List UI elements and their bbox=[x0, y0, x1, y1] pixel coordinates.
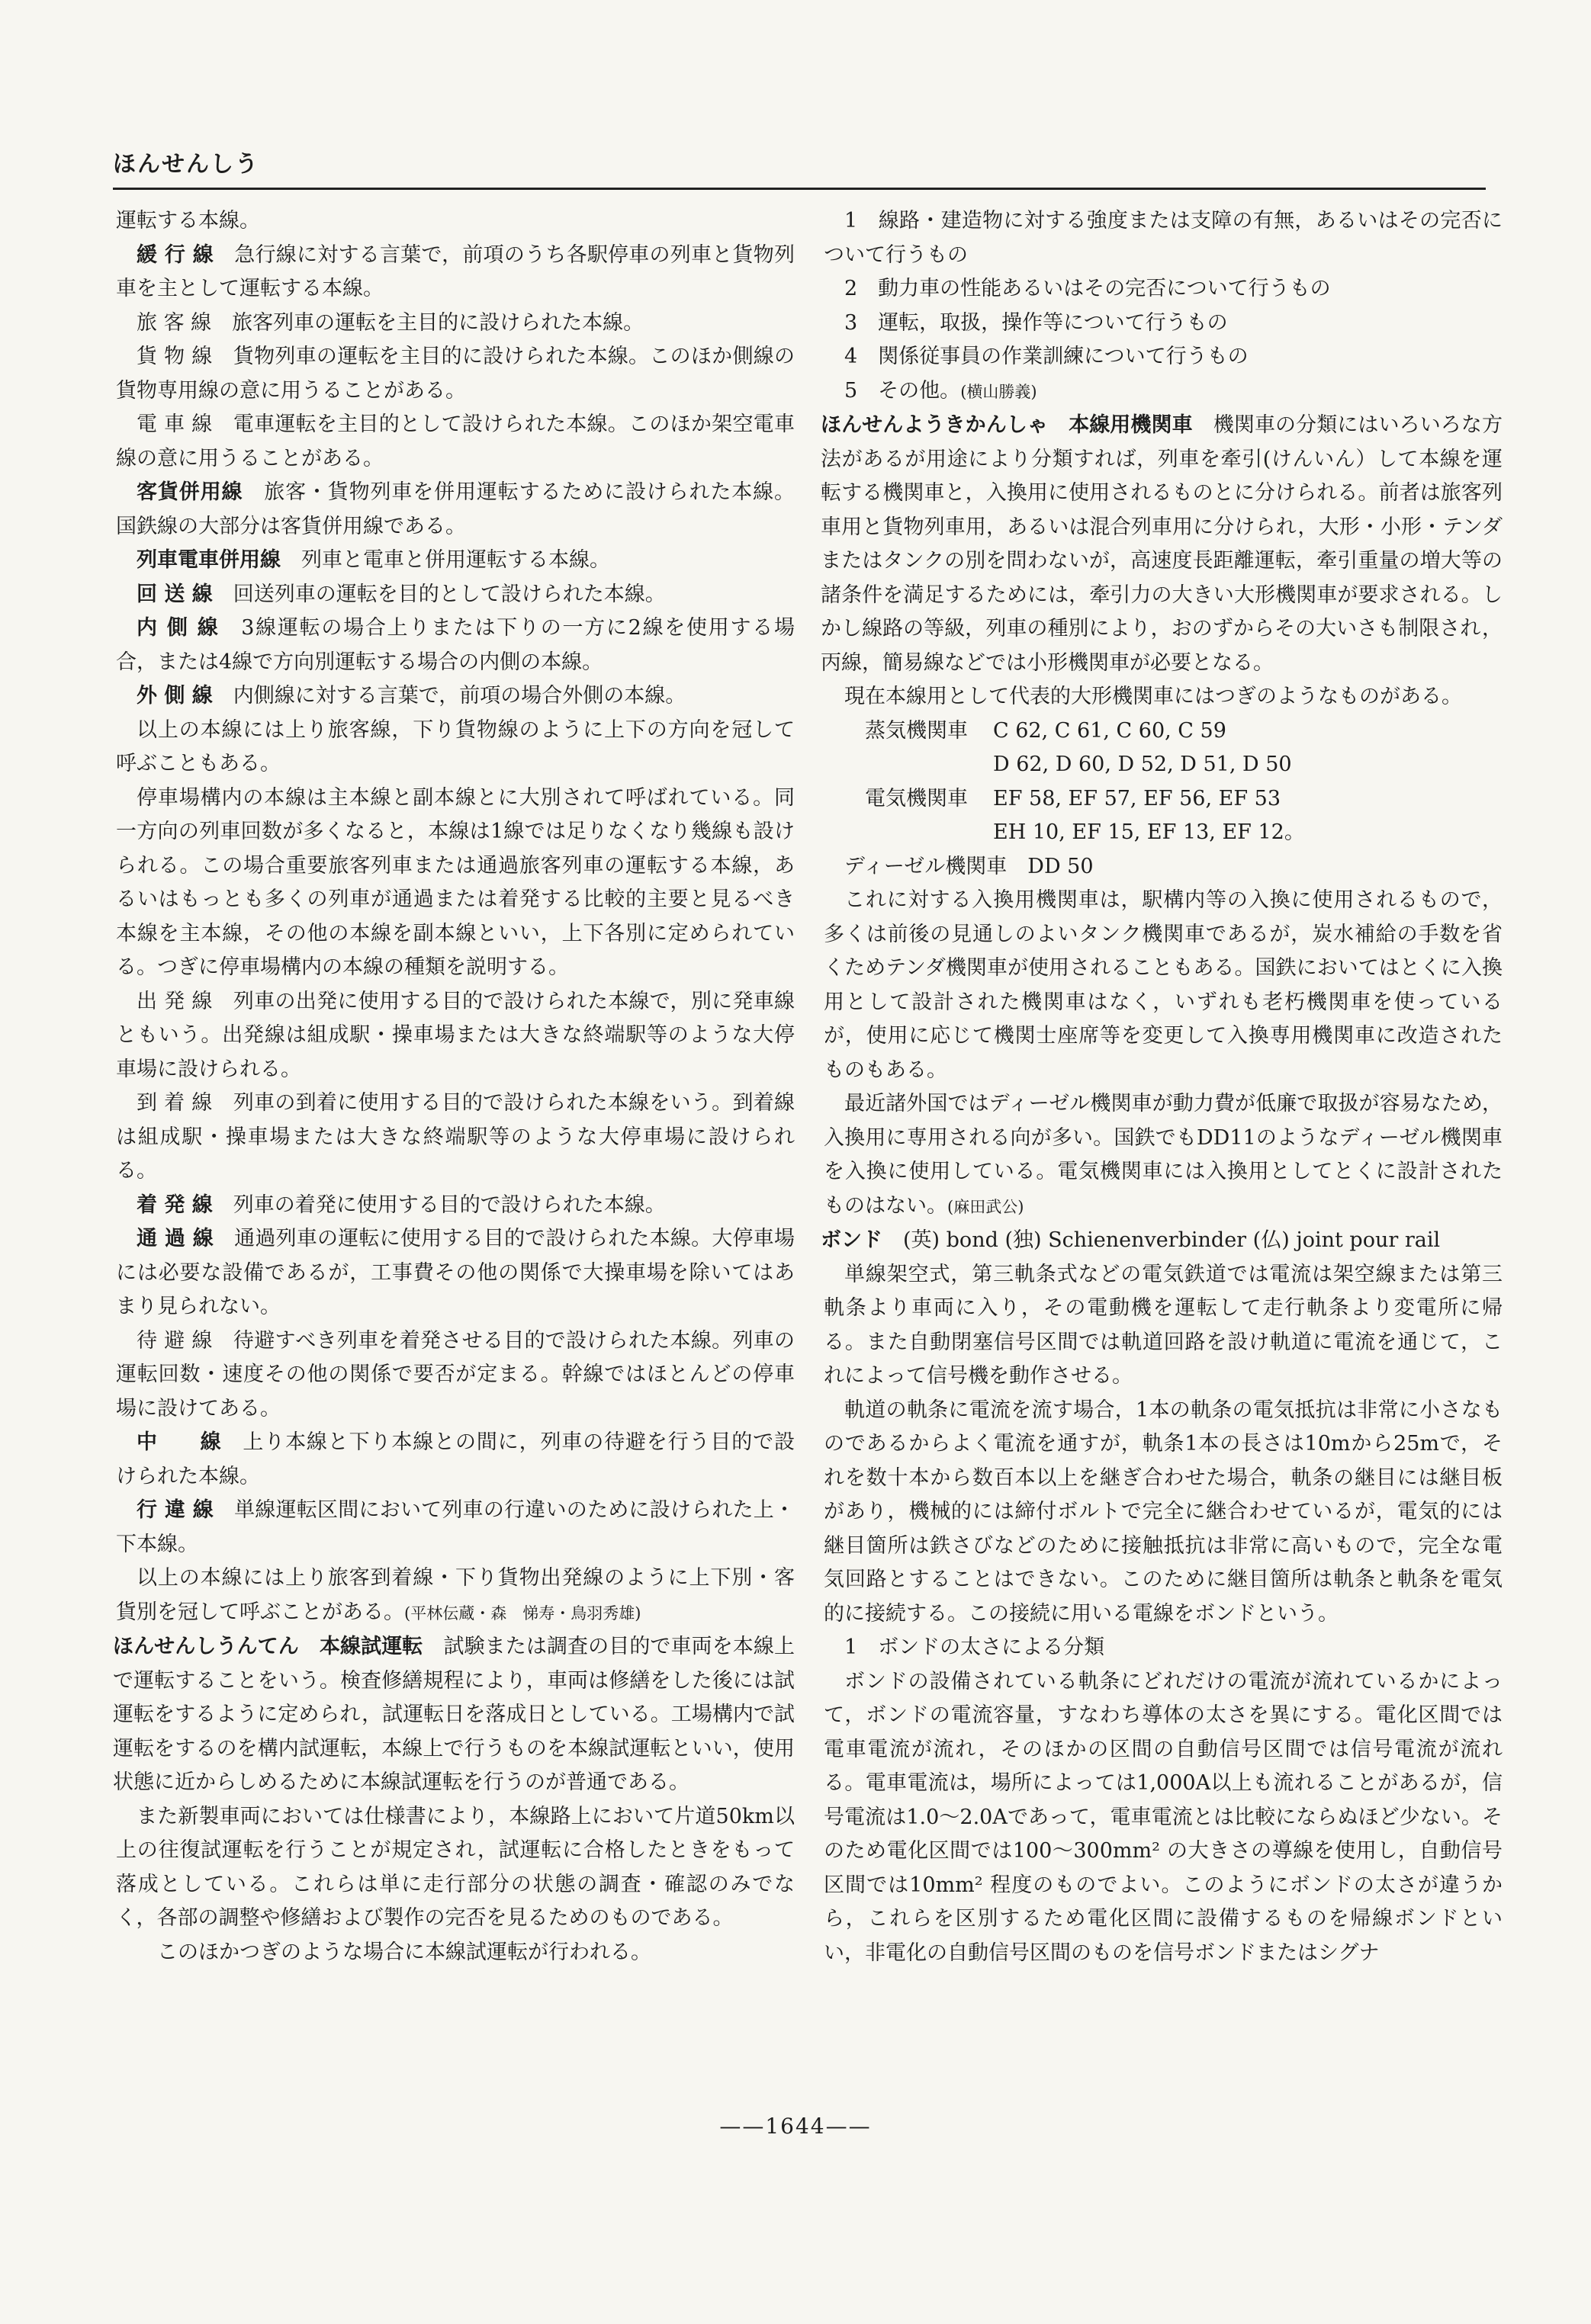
paragraph-text: ディーゼル機関車 DD 50 bbox=[844, 854, 1094, 878]
paragraph-text: 1 線路・建造物に対する強度または支障の有無，あるいはその完否について行うもの bbox=[824, 209, 1503, 267]
paragraph-text: 通過列車の運転に使用する目的で設けられた本線。大停車場には必要な設備であるが，工事費その他の関係で大操車場を除いてはあまり見られない。 bbox=[116, 1227, 796, 1318]
author-credit: (麻田武公) bbox=[947, 1197, 1024, 1216]
paragraph bbox=[116, 1189, 795, 1223]
paragraph bbox=[116, 1222, 795, 1324]
paragraph bbox=[116, 1087, 795, 1189]
paragraph-text: 急行線に対する言葉で，前項のうち各駅停車の列車と貨物列車を主として運転する本線。 bbox=[116, 242, 795, 300]
paragraph bbox=[116, 1562, 795, 1630]
paragraph bbox=[824, 1258, 1503, 1394]
paragraph-text: また新製車両においては仕様書により，本線路上において片道50km以上の往復試運転を行うことが規定され，試運転に合格したときをもって落成としている。これらは単に走行部分の状態の調査・確認のみでなく，各部の調整や修繕および製作の完否を見るためのものである。 bbox=[116, 1804, 795, 1930]
term-label: 列車電車併用線 bbox=[137, 548, 281, 572]
paragraph bbox=[824, 1665, 1503, 1971]
paragraph-text: 1 ボンドの太さによる分類 bbox=[844, 1635, 1105, 1659]
paragraph bbox=[116, 204, 795, 239]
paragraph-text: 旅客・貨物列車を併用運転するために設けられた本線。国鉄線の大部分は客貨併用線である。 bbox=[116, 480, 796, 538]
paragraph bbox=[824, 884, 1503, 1087]
paragraph bbox=[116, 714, 795, 782]
paragraph bbox=[116, 239, 795, 307]
paragraph-text: 機関車の分類にはいろいろな方法があるが用途により分類すれば，列車を牽引(けんいん）して本線を運転する機関車と，入換用に使用されるものとに分けられる。前者は旅客列車用と貨物列車用，あるいは混合列車用に分けられ，大形・小形・テンダまたはタンクの別を問わないが，高速度長距離運転，牽引重量の増大等の諸条件を満足するためには，牽引力の大きい大形機関車が要求される。しかし線路の等級，列車の種別により，おのずからその大いさも制限され，丙線，簡易線などでは小形機関車が必要となる。 bbox=[821, 413, 1503, 675]
entry-headword: ほんせんしうんてん 本線試運転 bbox=[113, 1635, 423, 1658]
paragraph-text: 内側線に対する言葉で，前項の場合外側の本線。 bbox=[212, 684, 686, 708]
term-label: 通 過 線 bbox=[137, 1227, 214, 1250]
paragraph-text: 試験または調査の目的で車両を本線上で運転することをいう。検査修繕規程により，車両は修繕をした後には試運転をするように定められ，試運転日を落成日としている。工場構内で試運転をするのを構内試運転，本線上で行うものを本線試運転といい，使用状態に近からしめるために本線試運転を行うのが普通である。 bbox=[113, 1635, 795, 1794]
paragraph-text: 軌道の軌条に電流を流す場合，1本の軌条の電気抵抗は非常に小さなものであるからよく電流を通すが，軌条1本の長さは10mから25mで，それを数十本から数百本以上を継ぎ合わせた場合，軌条の継目には継目板があり，機械的には締付ボルトで完全に継合わせているが，電気的には継目箇所は鉄さびなどのために接触抵抗は非常に高いもので，完全な電気回路とすることはできない。このために継目箇所は軌条と軌条を電気的に接続する。この接続に用いる電線をボンドという。 bbox=[824, 1398, 1503, 1626]
paragraph-text: 到 着 線 列車の到着に使用する目的で設けられた本線をいう。到着線は組成駅・操車場または大きな終端駅等のような大停車場に設けられる。 bbox=[116, 1091, 795, 1183]
paragraph-text: 現在本線用として代表的大形機関車にはつぎのようなものがある。 bbox=[844, 685, 1462, 708]
running-head: ほんせんしう bbox=[113, 151, 259, 178]
locomotive-type: 電気機関車 bbox=[865, 786, 968, 811]
paragraph-text: 待 避 線 待避すべき列車を着発させる目的で設けられた本線。列車の運転回数・速度その他の関係で要否が定まる。幹線ではほとんどの停車場に設けてある。 bbox=[116, 1328, 795, 1420]
term-label: 緩 行 線 bbox=[137, 242, 214, 267]
paragraph bbox=[116, 1936, 795, 1970]
term-label: 着 発 線 bbox=[137, 1192, 213, 1217]
term-label: 客貨併用線 bbox=[137, 480, 243, 504]
locomotive-models: C 62, C 61, C 60, C 59 bbox=[993, 718, 1226, 743]
paragraph bbox=[116, 476, 795, 544]
term-label: 回 送 線 bbox=[137, 582, 213, 606]
paragraph bbox=[116, 544, 795, 578]
paragraph-text: ボンドの設備されている軌条にどれだけの電流が流れているかによって，ボンドの電流容量，すなわち導体の太さを異にする。電化区間では電車電流が流れ，そのほかの区間の自動信号区間では信号電流が流れる。電車電流は，場所によっては1,000A以上も流れることがあるが，信号電流は1.0〜2.0Aであって，電車電流とは比較にならぬほど少ない。そのため電化区間では100〜300mm² の大きさの導線を使用し，自動信号区間では10mm² 程度のものでよい。このようにボンドの太さが違うから，これらを区別するため電化区間に設備するものを帰線ボンドといい，非電化の自動信号区間のものを信号ボンドまたはシグナ bbox=[824, 1669, 1503, 1965]
paragraph bbox=[116, 611, 795, 679]
paragraph bbox=[116, 1494, 795, 1562]
entry-paragraph bbox=[113, 1630, 795, 1800]
paragraph bbox=[116, 1426, 795, 1494]
entry-paragraph bbox=[821, 1224, 1503, 1258]
header-rule bbox=[113, 188, 1486, 190]
paragraph bbox=[116, 578, 795, 612]
paragraph bbox=[824, 1631, 1503, 1665]
paragraph-text: 2 動力車の性能あるいはその完否について行うもの bbox=[844, 277, 1331, 300]
paragraph-text: このほかつぎのような場合に本線試運転が行われる。 bbox=[137, 1940, 651, 1964]
paragraph bbox=[116, 985, 795, 1087]
paragraph-text: 停車場構内の本線は主本線と副本線とに大別されて呼ばれている。同一方向の列車回数が多くなると，本線は1線では足りなくなり幾線も設けられる。この場合重要旅客列車または通過旅客列車の運転する本線，あるいはもっとも多くの列車が通過または着発する比較的主要と見るべき本線を主本線，その他の本線を副本線といい，上下各別に定められている。つぎに停車場構内の本線の種類を説明する。 bbox=[116, 785, 795, 979]
paragraph-text: 3線運転の場合上りまたは下りの一方に2線を使用する場合，または4線で方向別運転する場合の内側の本線。 bbox=[116, 616, 795, 674]
paragraph-text: 出 発 線 列車の出発に使用する目的で設けられた本線で，別に発車線ともいう。出発線は組成駅・操車場または大きな終端駅等のような大停車場に設けられる。 bbox=[116, 989, 795, 1081]
paragraph bbox=[824, 1394, 1503, 1632]
paragraph-text: 貨 物 線 貨物列車の運転を主目的に設けられた本線。このほか側線の貨物専用線の意に用うることがある。 bbox=[116, 345, 795, 403]
term-label: 行 違 線 bbox=[137, 1498, 214, 1522]
locomotive-models: EF 58, EF 57, EF 56, EF 53 bbox=[993, 786, 1281, 811]
paragraph bbox=[824, 340, 1503, 374]
paragraph bbox=[116, 782, 795, 985]
term-label: 外 側 線 bbox=[137, 684, 213, 708]
paragraph-text: 以上の本線には上り旅客到着線・下り貨物出発線のように上下別・客貨別を冠して呼ぶことがある。 bbox=[116, 1566, 795, 1624]
term-label: 内 側 線 bbox=[137, 616, 220, 640]
paragraph-text: 4 関係従事員の作業訓練について行うもの bbox=[844, 345, 1249, 368]
page-number-value: 1644 bbox=[765, 2114, 826, 2139]
paragraph bbox=[116, 307, 795, 341]
paragraph-text: 最近諸外国ではディーゼル機関車が動力費が低廉で取扱が容易なため，入換用に専用される向が多い。国鉄でもDD11のようなディーゼル機関車を入換に使用している。電気機関車には入換用としてとくに設計されたものはない。 bbox=[824, 1092, 1503, 1218]
paragraph-text: 単線架空式，第三軌条式などの電気鉄道では電流は架空線または第三軌条より車両に入り，その電動機を運転して走行軌条より変電所に帰る。また自動閉塞信号区間では軌道回路を設け軌道に電流を通じて，これによって信号機を動作させる。 bbox=[824, 1262, 1503, 1388]
paragraph bbox=[824, 272, 1503, 307]
paragraph-text: 回送列車の運転を目的として設けられた本線。 bbox=[212, 582, 666, 606]
entry-headword: ほんせんようきかんしゃ 本線用機関車 bbox=[821, 413, 1193, 437]
author-credit: (平林伝蔵・森 悌寿・鳥羽秀雄) bbox=[404, 1603, 641, 1623]
paragraph-text: これに対する入換用機関車は，駅構内等の入換に使用されるもので，多くは前後の見通しのよいタンク機関車であるが，炭水補給の手数を省くためテンダ機関車が使用されることもある。国鉄においてはとくに入換用として設計された機関車はなく，いずれも老朽機関車を使っているが，使用に応じて機関士座席等を変更して入換専用機関車に改造されたものもある。 bbox=[824, 888, 1503, 1082]
entry-headword: ボンド bbox=[821, 1228, 882, 1252]
author-credit: (横山勝義) bbox=[960, 382, 1037, 401]
paragraph bbox=[824, 1087, 1503, 1224]
paragraph-text: (英) bond (独) Schienenverbinder (仏) joint pour rail bbox=[882, 1228, 1441, 1252]
right-column bbox=[821, 204, 1503, 1970]
paragraph bbox=[116, 1324, 795, 1427]
paragraph-text: 運転する本線。 bbox=[116, 209, 260, 233]
locomotive-models: D 62, D 60, D 52, D 51, D 50 bbox=[993, 753, 1292, 776]
locomotive-type: 蒸気機関車 bbox=[865, 718, 968, 743]
paragraph bbox=[824, 204, 1503, 272]
paragraph-text: 列車の着発に使用する目的で設けられた本線。 bbox=[212, 1192, 666, 1217]
paragraph bbox=[116, 408, 795, 476]
paragraph-text: 電 車 線 電車運転を主目的として設けられた本線。このほか架空電車線の意に用うることがある。 bbox=[116, 412, 795, 470]
locomotive-row bbox=[824, 714, 1503, 749]
paragraph-text: 単線運転区間において列車の行違いのために設けられた上・下本線。 bbox=[116, 1498, 796, 1556]
paragraph-text: 5 その他。 bbox=[844, 378, 961, 403]
paragraph bbox=[824, 307, 1503, 341]
paragraph-text: 以上の本線には上り旅客線，下り貨物線のように上下の方向を冠して呼ぶこともある。 bbox=[116, 717, 795, 775]
paragraph bbox=[116, 340, 795, 408]
locomotive-row bbox=[824, 748, 1503, 782]
paragraph bbox=[116, 1800, 795, 1936]
term-label: 中 線 bbox=[137, 1430, 222, 1454]
paragraph bbox=[116, 679, 795, 714]
paragraph bbox=[824, 374, 1503, 409]
page-number: ——1644—— bbox=[719, 2114, 872, 2139]
locomotive-row bbox=[824, 782, 1503, 817]
locomotive-models: EH 10, EF 15, EF 13, EF 12。 bbox=[993, 820, 1305, 844]
locomotive-row bbox=[824, 816, 1503, 850]
paragraph-text: 旅 客 線 旅客列車の運転を主目的に設けられた本線。 bbox=[137, 310, 644, 335]
paragraph bbox=[824, 680, 1503, 714]
entry-paragraph bbox=[821, 409, 1503, 680]
paragraph-text: 3 運転，取扱，操作等について行うもの bbox=[844, 310, 1228, 335]
left-column bbox=[113, 204, 796, 1969]
paragraph-text: 上り本線と下り本線との間に，列車の待避を行う目的で設けられた本線。 bbox=[116, 1430, 796, 1488]
paragraph bbox=[824, 850, 1503, 884]
paragraph-text: 列車と電車と併用運転する本線。 bbox=[281, 548, 610, 572]
